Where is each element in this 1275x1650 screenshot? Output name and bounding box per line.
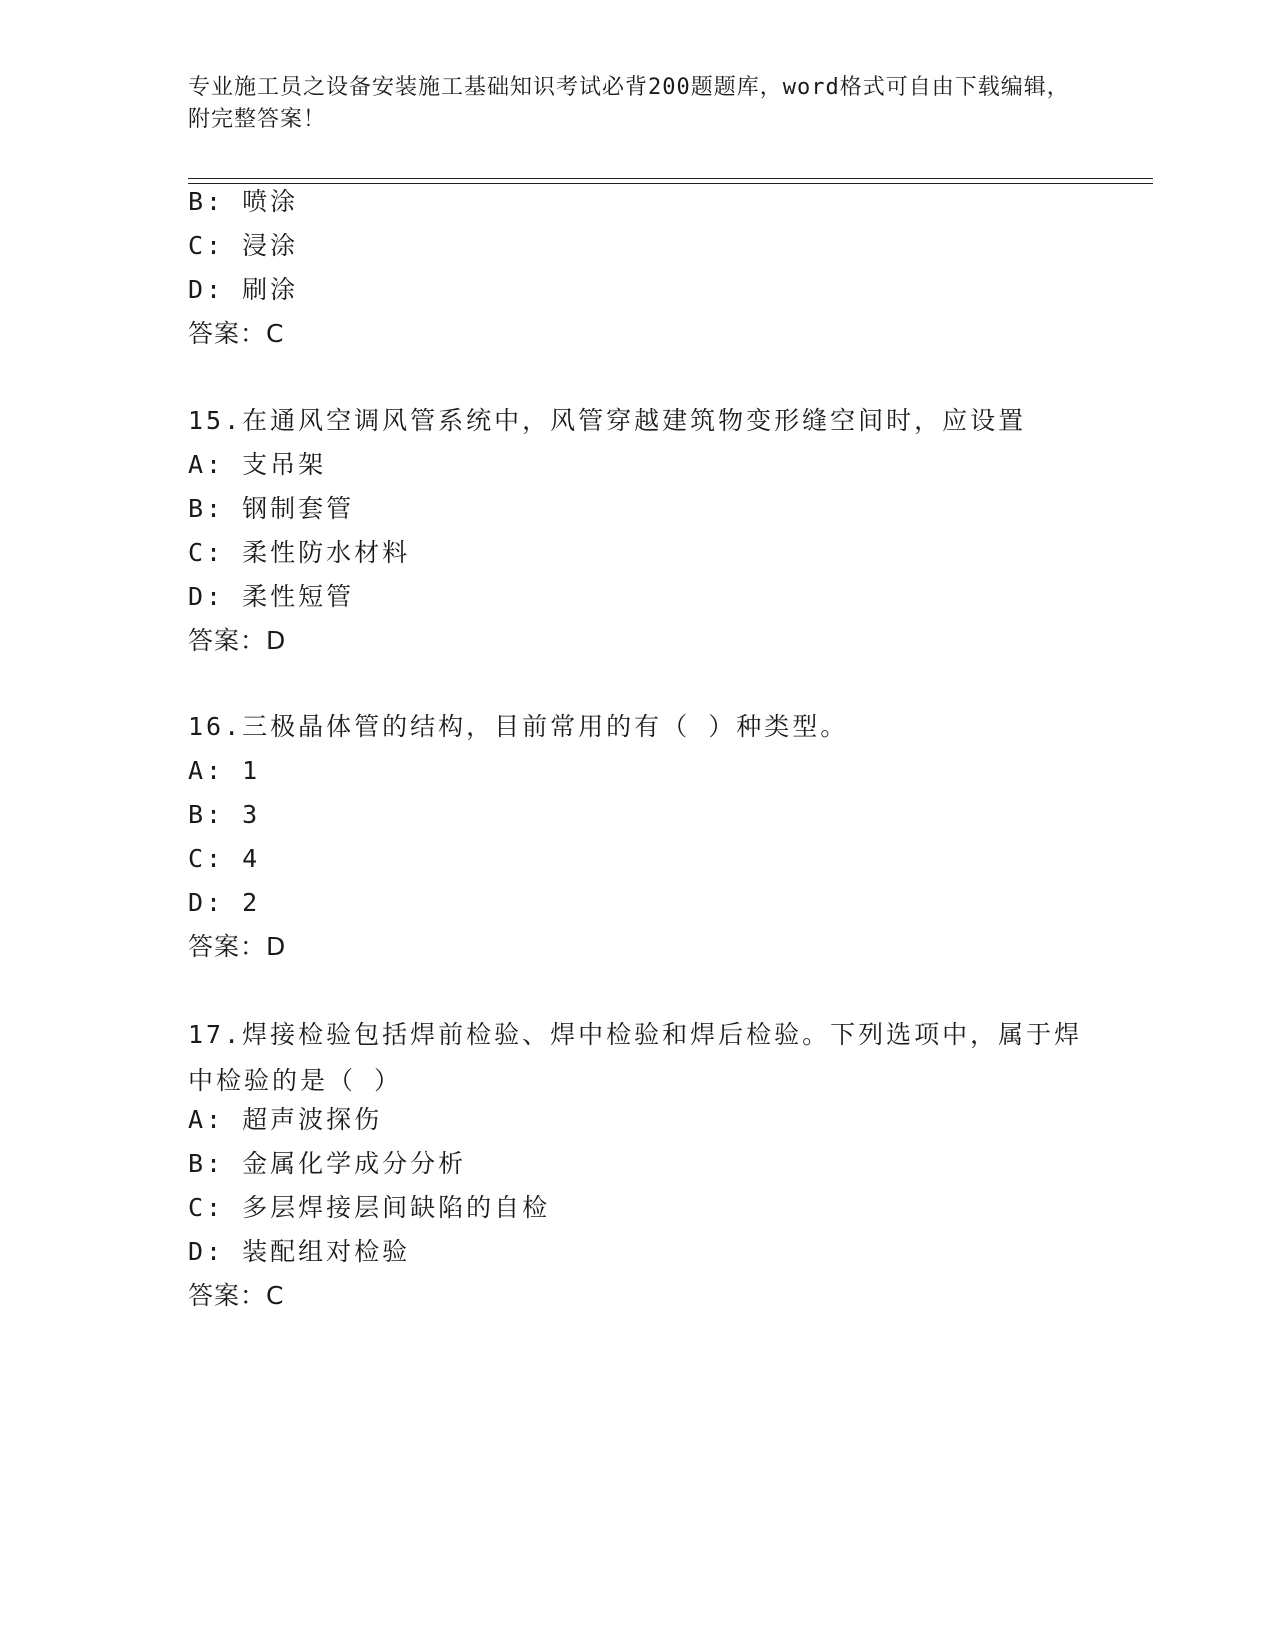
option-a: A: 1 (188, 756, 261, 785)
header-rule-bottom (188, 183, 1153, 184)
option-d: D: 装配组对检验 (188, 1237, 411, 1266)
option-c: C: 柔性防水材料 (188, 538, 411, 567)
answer: 答案：D (188, 932, 287, 961)
answer: 答案：C (188, 1281, 285, 1310)
option-a: A: 超声波探伤 (188, 1105, 383, 1134)
option-d: D: 刷涂 (188, 275, 299, 304)
option-c: C: 浸涂 (188, 231, 299, 260)
option-b: B: 3 (188, 800, 261, 829)
header-rule-top (188, 178, 1153, 179)
answer: 答案：D (188, 626, 287, 655)
option-c: C: 多层焊接层间缺陷的自检 (188, 1193, 551, 1222)
option-d: D: 2 (188, 888, 261, 917)
option-b: B: 钢制套管 (188, 494, 355, 523)
question-stem: 15.在通风空调风管系统中，风管穿越建筑物变形缝空间时，应设置 (188, 406, 1027, 435)
option-b: B: 金属化学成分分析 (188, 1149, 467, 1178)
option-c: C: 4 (188, 844, 261, 873)
option-b: B: 喷涂 (188, 187, 299, 216)
document-header: 专业施工员之设备安装施工基础知识考试必背200题题库，word格式可自由下载编辑，附完整答案！ (188, 75, 1070, 132)
question-stem: 17.焊接检验包括焊前检验、焊中检验和焊后检验。下列选项中，属于焊中检验的是（ ） (188, 1020, 1083, 1095)
option-a: A: 支吊架 (188, 450, 327, 479)
option-d: D: 柔性短管 (188, 582, 355, 611)
answer: 答案：C (188, 319, 285, 348)
question-stem: 16.三极晶体管的结构，目前常用的有（ ）种类型。 (188, 712, 849, 741)
